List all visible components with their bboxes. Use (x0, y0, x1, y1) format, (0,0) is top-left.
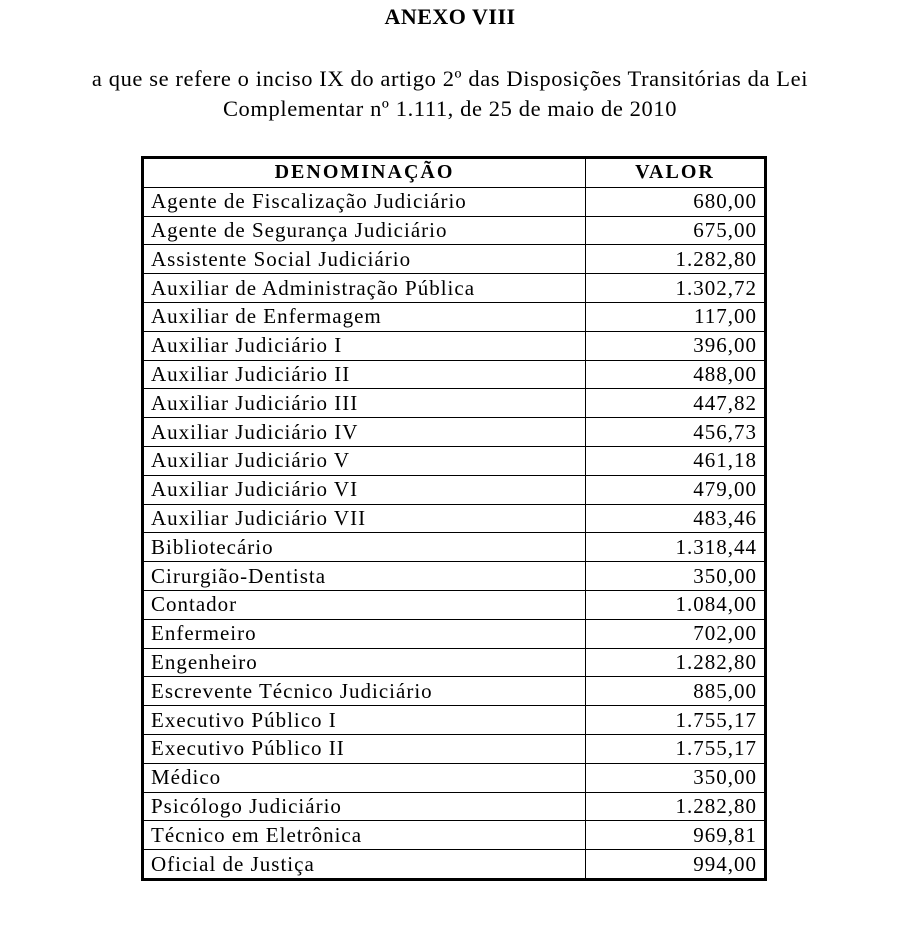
valor-cell: 1.282,80 (586, 245, 766, 274)
denominacao-cell: Médico (143, 763, 586, 792)
denominacao-cell: Executivo Público II (143, 734, 586, 763)
table-row (143, 360, 766, 389)
valor-cell: 702,00 (586, 619, 766, 648)
valor-cell: 675,00 (586, 216, 766, 245)
valor-cell: 350,00 (586, 562, 766, 591)
table-row (143, 590, 766, 619)
header-denominacao: DENOMINAÇÃO (143, 158, 586, 188)
valor-cell: 396,00 (586, 331, 766, 360)
valor-cell: 483,46 (586, 504, 766, 533)
valor-cell: 350,00 (586, 763, 766, 792)
denominacao-cell: Auxiliar Judiciário V (143, 446, 586, 475)
denominacao-cell: Engenheiro (143, 648, 586, 677)
table-row (143, 648, 766, 677)
valor-cell: 479,00 (586, 475, 766, 504)
table-row (143, 418, 766, 447)
table-row (143, 821, 766, 850)
denominacao-cell: Auxiliar de Enfermagem (143, 302, 586, 331)
table-row (143, 533, 766, 562)
valor-cell: 488,00 (586, 360, 766, 389)
denominacao-cell: Escrevente Técnico Judiciário (143, 677, 586, 706)
table-row (143, 187, 766, 216)
denominacao-cell: Auxiliar Judiciário II (143, 360, 586, 389)
valor-cell: 1.282,80 (586, 648, 766, 677)
valor-cell: 1.084,00 (586, 590, 766, 619)
denominacao-cell: Auxiliar Judiciário IV (143, 418, 586, 447)
table-row (143, 389, 766, 418)
valor-cell: 117,00 (586, 302, 766, 331)
table-row (143, 504, 766, 533)
table-row (143, 734, 766, 763)
annex-subtitle (0, 64, 900, 124)
valor-cell: 994,00 (586, 850, 766, 880)
valor-cell: 680,00 (586, 187, 766, 216)
valor-cell: 1.755,17 (586, 706, 766, 735)
denominacao-cell: Auxiliar Judiciário III (143, 389, 586, 418)
table-header-row (143, 158, 766, 188)
table-row (143, 850, 766, 880)
table-row (143, 763, 766, 792)
table-body (143, 187, 766, 879)
table-row (143, 446, 766, 475)
denominacao-cell: Auxiliar Judiciário I (143, 331, 586, 360)
table-row (143, 706, 766, 735)
denominacao-cell: Auxiliar de Administração Pública (143, 274, 586, 303)
denominacao-cell: Técnico em Eletrônica (143, 821, 586, 850)
values-table (141, 156, 767, 881)
denominacao-cell: Assistente Social Judiciário (143, 245, 586, 274)
table-row (143, 302, 766, 331)
table-row (143, 475, 766, 504)
denominacao-cell: Psicólogo Judiciário (143, 792, 586, 821)
valor-cell: 461,18 (586, 446, 766, 475)
table-row (143, 274, 766, 303)
valor-cell: 1.755,17 (586, 734, 766, 763)
valor-cell: 1.318,44 (586, 533, 766, 562)
subtitle-line-2: Complementar nº 1.111, de 25 de maio de 2010 (222, 96, 678, 121)
valor-cell: 885,00 (586, 677, 766, 706)
denominacao-cell: Auxiliar Judiciário VII (143, 504, 586, 533)
valor-cell: 1.302,72 (586, 274, 766, 303)
valor-cell: 456,73 (586, 418, 766, 447)
denominacao-cell: Bibliotecário (143, 533, 586, 562)
table-row (143, 677, 766, 706)
annex-title: ANEXO VIII (384, 4, 516, 29)
table-row (143, 792, 766, 821)
denominacao-cell: Oficial de Justiça (143, 850, 586, 880)
valor-cell: 1.282,80 (586, 792, 766, 821)
denominacao-cell: Enfermeiro (143, 619, 586, 648)
denominacao-cell: Cirurgião-Dentista (143, 562, 586, 591)
table-row (143, 331, 766, 360)
denominacao-cell: Agente de Fiscalização Judiciário (143, 187, 586, 216)
denominacao-cell: Executivo Público I (143, 706, 586, 735)
header-valor: VALOR (586, 158, 766, 188)
valor-cell: 969,81 (586, 821, 766, 850)
subtitle-line-1: a que se refere o inciso IX do artigo 2º das Disposições Transitórias da Lei (91, 66, 809, 91)
denominacao-cell: Agente de Segurança Judiciário (143, 216, 586, 245)
table-row (143, 619, 766, 648)
denominacao-cell: Contador (143, 590, 586, 619)
valor-cell: 447,82 (586, 389, 766, 418)
denominacao-cell: Auxiliar Judiciário VI (143, 475, 586, 504)
table-row (143, 245, 766, 274)
table-row (143, 562, 766, 591)
table-row (143, 216, 766, 245)
